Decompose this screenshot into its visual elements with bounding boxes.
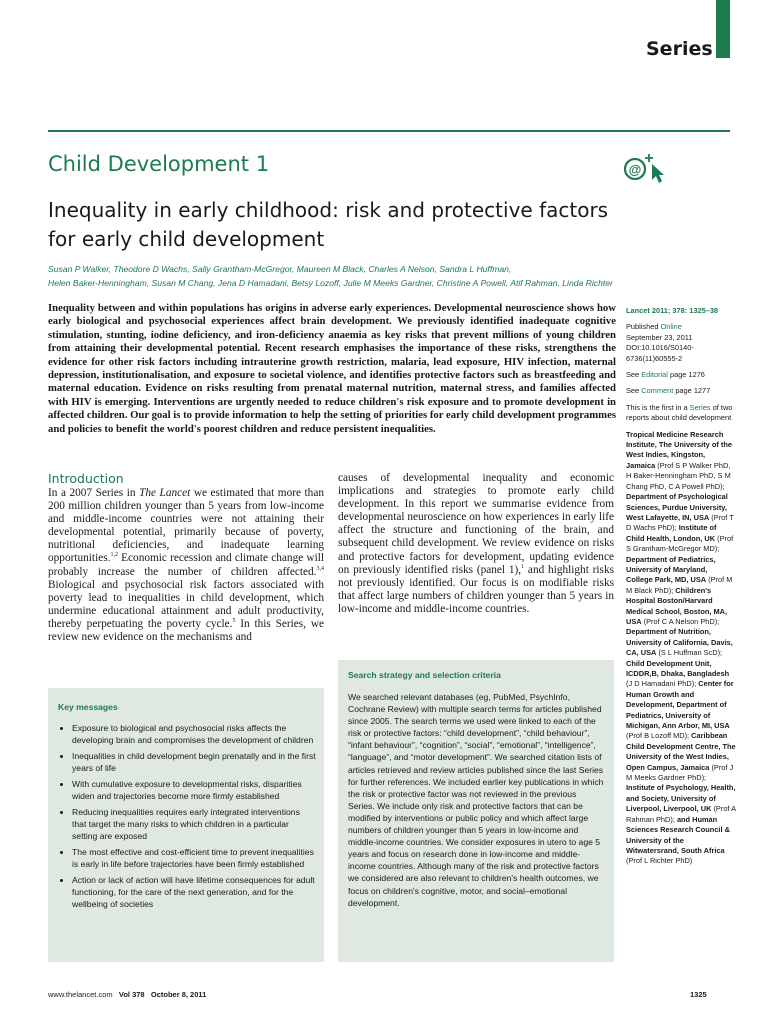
footer-date: October 8, 2011 <box>150 990 207 999</box>
series-note: This is the first in a Series of two reports about child development <box>626 402 733 423</box>
ref[interactable]: 5 <box>232 618 236 625</box>
comment-link[interactable]: Comment <box>641 386 674 396</box>
list-item: • With cumulative exposure to developmental risks, disparities widen and trajectories become more firmly established <box>72 778 316 802</box>
svg-text:@: @ <box>628 162 642 177</box>
author-list <box>48 262 628 290</box>
series-color-bar <box>716 0 730 58</box>
series-title: Child Development 1 <box>48 152 270 176</box>
published-date: September 23, 2011 <box>626 332 693 342</box>
footer-volume: Vol 378 <box>118 990 145 999</box>
introduction-heading: Introduction <box>48 471 124 486</box>
key-messages-list <box>48 722 324 910</box>
ref[interactable]: 3,4 <box>316 565 324 572</box>
page-number: 1325 <box>690 990 707 999</box>
see-editorial: See Editorial page 1276 <box>626 370 705 380</box>
article-title: Inequality in early childhood: risk and protective factors for early child development <box>48 198 609 251</box>
editorial-link[interactable]: Editorial <box>641 370 668 380</box>
list-item: • The most effective and cost-efficient time to prevent inequalities is early in life before trajectories have been firmly established <box>72 846 316 870</box>
key-messages-panel <box>48 688 324 962</box>
series-label: Series <box>646 38 713 60</box>
series-link[interactable]: Series <box>689 402 711 412</box>
abstract: Inequality between and within populations has origins in adverse early experiences. Developmental neuroscience shows how early biological and psychosocial experiences affect brain development. We previously identified inadequate cognitive stimulation, stunting, iodine deficiency, and iron-deficiency anaemia as key risks that prevent millions of young children from attaining their developmental potential. Recent research emphasises the importance of these risks, strengthens the evidence for other risk factors including intrauterine growth restriction, malaria, lead exposure, HIV infection, maternal depression, institutionalisation, and exposure to societal violence, and identifies protective factors such as breastfeeding and maternal education. Evidence on risks resulting from prenatal maternal nutrition, maternal stress, and families affected with HIV is emerging. Interventions are urgently needed to reduce children's risk exposure and to promote development in affected children. Our goal is to provide information to help the setting of priorities for early child development programmes and policies to benefit the world's poorest children and reduce persistent inequalities. <box>48 302 616 435</box>
search-strategy-heading: Search strategy and selection criteria <box>348 670 501 680</box>
online-first-icon[interactable] <box>622 150 668 184</box>
ref[interactable]: 1 <box>521 563 525 570</box>
list-item: • Reducing inequalities requires early integrated interventions that target the many risks to which children in a particular setting are exposed <box>72 806 316 842</box>
search-strategy-panel <box>338 660 614 962</box>
list-item: • Exposure to biological and psychosocial risks affects the developing brain and compromises the development of children <box>72 722 316 746</box>
footer-journal <box>48 990 206 999</box>
intro-text-part: causes of developmental inequality and economic implications and strategies to promote early child development. In this report we summarise evidence from developmental neuroscience on how experiences in early life affect the structure and functioning of the brain, and subsequent child development. We review evidence on risks and protective factors for development, updating evidence on previously identified risks (panel 1), <box>338 472 614 576</box>
list-item: • Inequalities in child development begin prenatally and in the first years of life <box>72 750 316 774</box>
publication-info: Published Online September 23, 2011 DOI:10.1016/S0140-6736(11)60555-2 <box>626 322 694 363</box>
see-comment: See Comment page 1277 <box>626 386 711 396</box>
citation: Lancet 2011; 378: 1325–38 <box>626 306 719 315</box>
authors-line-2: Helen Baker-Henningham, Susan M Chang, Jena D Hamadani, Betsy Lozoff, Julie M Meeks Gardner, Christine A Powell, Atif Rahman, Linda Richter <box>48 278 613 288</box>
header-divider <box>48 130 730 132</box>
affiliations: Tropical Medicine Research Institute, The University of the West Indies, Kingston, Jamaica (Prof S P Walker PhD, H Baker-Henningham PhD, S M Chang PhD, C A Powell PhD); Department of Psychological Sciences, Purdue University, West Lafayette, IN, USA (Prof T D Wachs PhD); Institute of Child Health, London, UK (Prof S Grantham-McGregor MD); Department of Pediatrics, University of Maryland, College Park, MD, USA (Prof M M Black PhD); Children's Hospital Boston/Harvard Medical School, Boston, MA, USA (Prof C A Nelson PhD); Department of Nutrition, University of California, Davis, CA, USA (S L Huffman ScD); Child Development Unit, ICDDR,B, Dhaka, Bangladesh (J D Hamadani PhD); Center for Human Growth and Development, Department of Pediatrics, University of Michigan, Ann Arbor, MI, USA (Prof B Lozoff MD); Caribbean Child Development Centre, The University of the West Indies, Open Campus, Jamaica (Prof J M Meeks Gardner PhD); Institute of Psychology, Health, and Society, University of Liverpool, Liverpool, UK (Prof A Rahman PhD); and Human Sciences Research Council & University of the Witwatersrand, South Africa (Prof L Richter PhD) <box>626 429 736 866</box>
authors-line-1: Susan P Walker, Theodore D Wachs, Sally Grantham-McGregor, Maureen M Black, Charles A Nelson, Sandra L Huffman, <box>48 264 512 274</box>
online-link[interactable]: Online <box>660 322 682 332</box>
ref[interactable]: 1,2 <box>110 552 118 559</box>
intro-text-part: In this Series, we review new evidence on the mechanisms and <box>48 617 324 644</box>
footer-site[interactable]: www.thelancet.com <box>48 990 113 999</box>
key-messages-heading: Key messages <box>58 702 118 712</box>
search-strategy-body: We searched relevant databases (eg, PubMed, PsychInfo, Cochrane Review) with multiple search terms for articles published since 2005. The search terms we used were linked to each of the risk or protective factors: “child development”, “child behaviour”, “infant behaviour”, “cognition”, “social”, “emotional”, “intelligence”, “language”, and “motor development”. We searched citation lists of articles retrieved and review articles published since the last Series for further references. We included earlier key publications in which the risk or protective factor was not reviewed in the previous Series. We include only risk and protective factors that can be modified by interventions or public policy and which affect large numbers of children younger than 5 years in low-income and middle-income countries. We consider exposures in utero to age 5 years and focus on research done in low-income and middle-income countries. Although many of the risk and protective factors we considered are also relevant to children's health outcomes, we focus on children's cognitive, motor, and social–emotional development. <box>348 692 604 908</box>
intro-column-1: In a 2007 Series in The Lancet we estimated that more than 200 million children younger than 5 years from low-income and middle-income countries were not attaining their developmental potential, primarily because of poverty, nutritional deficiencies, and inadequate learning opportunities.$^{1,2}$ Economic recession and climate change will probably increase the number of children affected.$^{3,4}$ Biological and psychosocial risk factors associated with poverty lead to inequalities in child development, which undermine educational attainment and adult productivity, thereby perpetuating the poverty cycle.$^5$ In this Series, we review new evidence on the mechanisms and <box>48 487 324 644</box>
journal-name: The Lancet <box>139 487 191 499</box>
list-item: • Action or lack of action will have lifetime consequences for adult functioning, for the care of the next generation, and for the wellbeing of societies <box>72 874 316 910</box>
doi: DOI:10.1016/S0140-6736(11)60555-2 <box>626 343 694 363</box>
intro-column-2: causes of developmental inequality and economic implications and strategies to promote early child development. In this report we summarise evidence from developmental neuroscience on how experiences in early life affect the structure and functioning of the brain, and subsequent child development. We review evidence on risks and protective factors for development, updating evidence on previously identified risks (panel 1),$^1$ and highlight risks not previously identified. Our focus is on modifiable risks that affect large numbers of children younger than 5 years in low-income and middle-income countries. <box>338 472 614 615</box>
article-sidebar <box>626 306 736 873</box>
